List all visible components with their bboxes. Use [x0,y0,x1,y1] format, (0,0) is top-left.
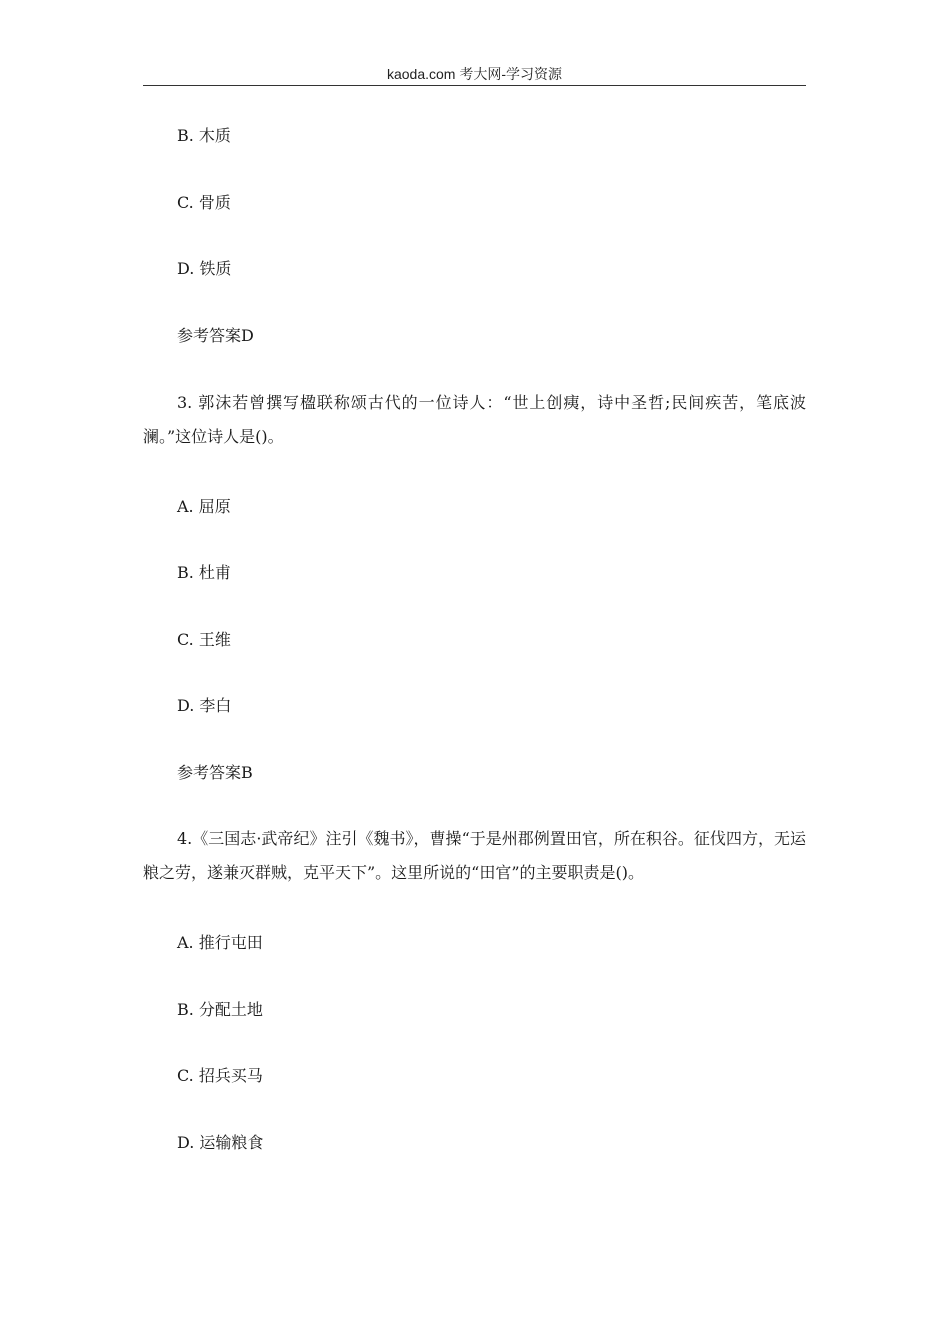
q4-option-b: B. 分配土地 [177,1000,263,1019]
q4-stem: 4.《三国志·武帝纪》注引《魏书》，曹操“于是州郡例置田官，所在积谷。征伐四方，无运粮之劳，遂兼灭群贼，克平天下”。这里所说的“田官”的主要职责是()。 [143,829,806,882]
q4-option-a: A. 推行屯田 [177,933,263,952]
q3-stem: 3. 郭沫若曾撰写楹联称颂古代的一位诗人：“世上创痍，诗中圣哲;民间疾苦，笔底波澜。”这位诗人是()。 [143,393,806,446]
q2-option-c: C. 骨质 [177,193,231,212]
q3-option-b: B. 杜甫 [177,563,231,582]
header-divider [143,85,806,86]
q3-option-c: C. 王维 [177,630,231,649]
q3-option-a: A. 屈原 [177,497,231,516]
page-header: kaoda.com 考大网-学习资源 [386,66,563,82]
q2-option-d: D. 铁质 [177,259,232,278]
q4-option-d: D. 运输粮食 [177,1133,264,1152]
q3-option-d: D. 李白 [177,696,232,715]
q4-option-c: C. 招兵买马 [177,1066,263,1085]
q2-option-b: B. 木质 [177,126,231,145]
q2-answer: 参考答案D [177,326,254,345]
q3-answer: 参考答案B [177,763,253,782]
